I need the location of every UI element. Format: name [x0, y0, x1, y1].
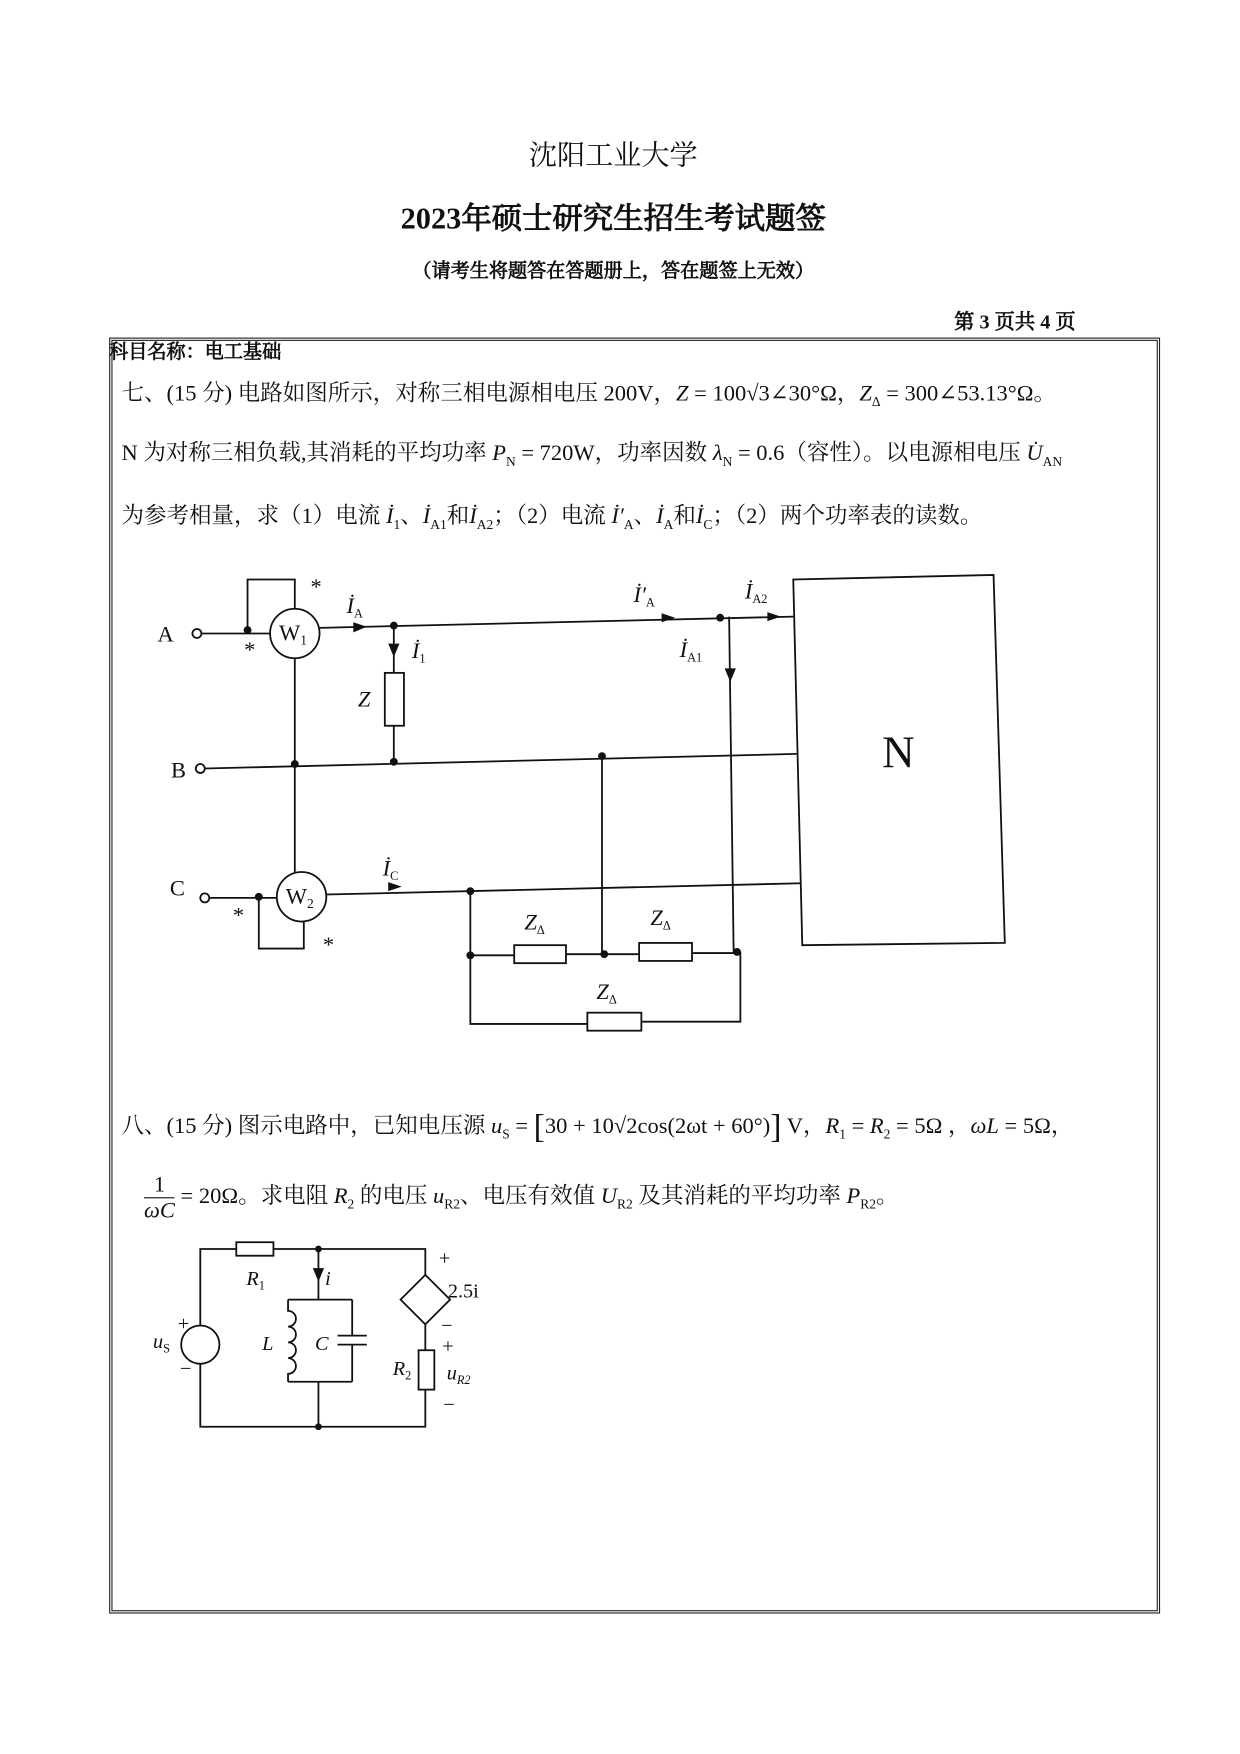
text: 。 [876, 1183, 899, 1209]
text: = 5Ω ， [890, 1113, 971, 1139]
minus-sign: − [180, 1357, 192, 1380]
text: = 300∠53.13°Ω。 [880, 381, 1057, 407]
wattmeter-2-label: $W_2$ [285, 883, 314, 912]
text: 1 [393, 516, 401, 533]
text: A [623, 516, 634, 533]
text: = [845, 1113, 870, 1139]
text: Δ [871, 393, 881, 410]
text: 2 [883, 1126, 891, 1143]
text: N [505, 453, 516, 470]
label-ia1: $İ_{A1}$ [679, 637, 703, 665]
text: 的电压 [354, 1183, 434, 1209]
label-z-delta: $Z_\Delta$ [650, 904, 671, 933]
text: İ [422, 504, 431, 529]
text: A [663, 516, 674, 533]
text: R [869, 1113, 884, 1139]
text: AN [1042, 453, 1063, 470]
minus-sign: − [441, 1315, 453, 1338]
text: P [492, 441, 506, 466]
text: 、电压有效值 [460, 1183, 601, 1209]
text: U̇ [1026, 441, 1043, 466]
text: ；（2）电流 [493, 504, 612, 529]
page-number: 第 3 页共 4 页 [954, 310, 1076, 334]
text: R [825, 1113, 840, 1139]
label-z: Z [357, 686, 371, 712]
plus-sign: + [438, 1247, 451, 1270]
text: İ [695, 504, 704, 529]
label-b: B [171, 757, 187, 783]
label-z-delta: $Z_\Delta$ [524, 909, 545, 937]
text: Z [859, 381, 872, 407]
text: A1 [430, 516, 447, 533]
subject-name: 科目名称：电工基础 [109, 340, 282, 363]
text: u [490, 1113, 503, 1139]
text: 、 [400, 504, 423, 529]
label-r1: $R_1$ [246, 1267, 265, 1293]
arrow-icon [313, 1268, 324, 1282]
label-us: $u_S$ [153, 1330, 171, 1356]
resistor-r2 [419, 1350, 435, 1389]
polarity-mark: * [322, 931, 335, 957]
text: V， [781, 1113, 826, 1139]
text: 1 [144, 1172, 175, 1198]
resistor-r1 [236, 1242, 273, 1256]
exam-title: 2023年硕士研究生招生考试题签 [400, 201, 826, 236]
label-z-delta: $Z_\Delta$ [596, 979, 617, 1007]
label-a: A [157, 621, 174, 647]
inductor-l [288, 1300, 296, 1382]
text: 七、(15 分) 电路如图所示，对称三相电源相电压 200V， [121, 381, 676, 407]
text: 为参考相量，求（1）电流 [121, 504, 386, 529]
polarity-mark: * [244, 637, 256, 663]
text: = 0.6（容性）。以电源相电压 [732, 441, 1027, 466]
label-c: C [169, 875, 185, 901]
text: ωC [144, 1198, 175, 1224]
capacitor-c [338, 1300, 367, 1382]
label-ia2: $İ_{A2}$ [744, 578, 768, 607]
text: λ [712, 441, 723, 466]
text: = 20Ω。求电阻 [174, 1183, 334, 1209]
junction-dot [315, 1246, 322, 1253]
text: 30 + 10√2cos(2ωt + 60°) [544, 1113, 771, 1139]
plus-sign: + [442, 1335, 454, 1358]
university-title: 沈阳工业大学 [528, 140, 698, 172]
text: C [703, 516, 713, 533]
load-n-label: N [882, 727, 915, 778]
wattmeter-1-label: $W_1$ [279, 620, 308, 648]
exam-notice: （请考生将题答在答题册上，答在题签上无效） [412, 259, 815, 282]
text: 和 [673, 504, 696, 529]
text: = 100√3∠30°Ω， [688, 381, 860, 407]
text: N 为对称三相负载,其消耗的平均功率 [121, 441, 493, 466]
label-r2: $R_2$ [392, 1357, 412, 1383]
label-2.5i: 2.5i [447, 1280, 479, 1303]
text: U [600, 1183, 617, 1209]
label-c: C [315, 1333, 329, 1356]
text: 八、(15 分) 图示电路中，已知电压源 [121, 1113, 491, 1139]
text: ] [770, 1108, 782, 1146]
text: u [433, 1183, 445, 1209]
label-i: i [325, 1267, 331, 1290]
text: = [509, 1113, 534, 1139]
junction-dot [315, 1423, 322, 1430]
polarity-mark: * [310, 574, 322, 600]
text: 及其消耗的平均功率 [632, 1183, 847, 1209]
text: R2 [860, 1196, 877, 1212]
text: A2 [476, 516, 494, 533]
text: İ [469, 504, 477, 529]
text: ；（2）两个功率表的读数。 [712, 504, 983, 529]
text: R2 [444, 1196, 461, 1212]
text: R [333, 1183, 348, 1209]
text: 1 [839, 1126, 846, 1143]
text: P [846, 1183, 861, 1209]
minus-sign: − [443, 1394, 455, 1417]
text: İ′ [611, 504, 624, 529]
plus-sign: + [177, 1312, 190, 1335]
text: [ [533, 1108, 545, 1146]
text: Z [675, 381, 689, 407]
wire [200, 1249, 425, 1427]
polarity-mark: * [232, 902, 245, 928]
label-ia: $İ_A$ [346, 593, 363, 621]
label-l: L [262, 1333, 274, 1356]
text: İ [656, 504, 664, 529]
text: İ [385, 504, 394, 529]
label-ic: $İ_C$ [382, 855, 399, 883]
text: = 5Ω， [998, 1113, 1074, 1139]
label-i1: $İ_1$ [411, 638, 426, 666]
text: 和 [446, 504, 470, 529]
text: = 720W，功率因数 [515, 441, 713, 466]
text: 2 [347, 1196, 355, 1212]
label-ur2: $u_{R2}$ [446, 1362, 471, 1387]
text: S [502, 1126, 510, 1143]
text: ωL [970, 1113, 999, 1139]
text: 、 [633, 504, 657, 529]
text: R2 [616, 1196, 633, 1212]
text: N [722, 453, 733, 470]
label-ia-prime: $İ'_A$ [633, 581, 655, 610]
